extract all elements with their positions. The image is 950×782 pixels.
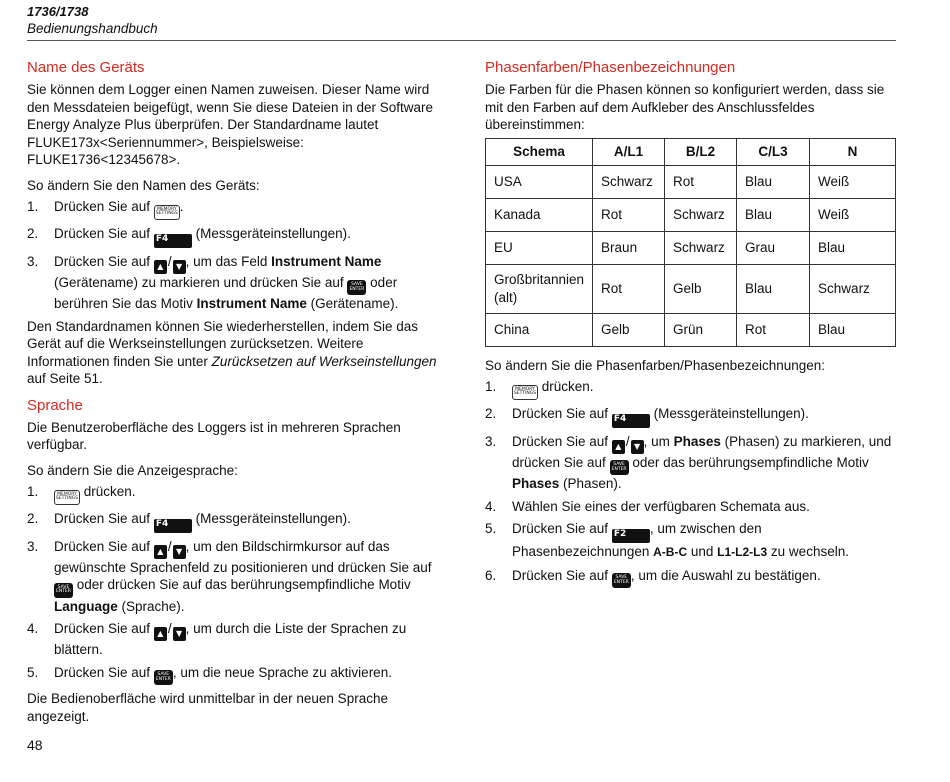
- reset-info: Den Standardnamen können Sie wiederherstellen, indem Sie das Gerät auf die Werkseinstellungen zurücksetzen. Weitere Informationen finden Sie unter Zurücksetzen auf Werkseinstellungen auf Seite 51.: [27, 318, 437, 386]
- list-item: 5. Drücken Sie auf F2 , um zwischen den Phasenbezeichnungen A-B-C und L1-L2-L3 zu wechseln.: [485, 521, 849, 559]
- list-item: 6. Drücken Sie auf SAVE ENTER , um die Auswahl zu bestätigen.: [485, 567, 897, 589]
- up-arrow-key-icon: ▲: [154, 627, 167, 641]
- section-title-language: Sprache: [27, 396, 83, 414]
- section-title-device-name: Name des Geräts: [27, 59, 145, 76]
- table-cell: USA: [486, 165, 593, 198]
- save-enter-key-icon: SAVE ENTER: [154, 670, 173, 685]
- up-arrow-key-icon: ▲: [612, 440, 625, 454]
- list-item: 1. MEMORY SETTINGS drücken.: [27, 483, 437, 505]
- down-arrow-key-icon: ▼: [173, 627, 186, 641]
- section-title-phase-colors: Phasenfarben/Phasenbezeichnungen: [485, 59, 736, 76]
- up-arrow-key-icon: ▲: [154, 545, 167, 559]
- save-enter-key-icon: SAVE ENTER: [610, 460, 629, 475]
- table-cell: Rot: [737, 313, 810, 346]
- save-enter-key-icon: SAVE ENTER: [347, 280, 366, 295]
- table-cell: Großbritannien (alt): [486, 264, 593, 313]
- table-cell: EU: [486, 231, 593, 264]
- language-steps: [27, 483, 437, 685]
- list-item: 2. Drücken Sie auf F4 (Messgeräteinstellungen).: [27, 225, 437, 248]
- list-item: 4. Wählen Sie eines der verfügbaren Schemata aus.: [485, 498, 810, 514]
- up-arrow-key-icon: ▲: [154, 260, 167, 274]
- left-column: [27, 58, 437, 733]
- device-name-howto: So ändern Sie den Namen des Geräts:: [27, 177, 260, 193]
- phase-howto: So ändern Sie die Phasenfarben/Phasenbezeichnungen:: [485, 357, 826, 373]
- device-name-steps: [27, 198, 437, 313]
- manual-subtitle: Bedienungshandbuch: [27, 21, 158, 36]
- table-cell: Kanada: [486, 198, 593, 231]
- column-header: A/L1: [593, 138, 665, 165]
- table-cell: Schwarz: [593, 165, 665, 198]
- column-header: Schema: [486, 138, 593, 165]
- phase-color-table: [485, 138, 896, 347]
- down-arrow-key-icon: ▼: [173, 545, 186, 559]
- table-cell: Gelb: [665, 264, 737, 313]
- page-header: [27, 3, 158, 37]
- table-cell: Blau: [737, 165, 810, 198]
- language-intro: Die Benutzeroberfläche des Loggers ist in mehreren Sprachen verfügbar.: [27, 419, 401, 452]
- memory-settings-key-icon: MEMORY SETTINGS: [512, 385, 538, 400]
- list-item: 3. Drücken Sie auf ▲ / ▼ , um Phases (Phasen) zu markieren, und drücken Sie auf SAVE ENTER oder das berührungsempfindliche Motiv Phases (Phasen).: [485, 433, 892, 491]
- list-item: 2. Drücken Sie auf F4 (Messgeräteinstellungen).: [485, 405, 897, 428]
- table-cell: Rot: [593, 198, 665, 231]
- table-header-row: [486, 138, 896, 165]
- memory-settings-key-icon: MEMORY SETTINGS: [54, 490, 80, 505]
- table-row: [486, 198, 896, 231]
- list-item: 1. MEMORY SETTINGS drücken.: [485, 378, 897, 400]
- list-item: 2. Drücken Sie auf F4 (Messgeräteinstellungen).: [27, 510, 437, 533]
- table-cell: Blau: [810, 313, 896, 346]
- table-cell: Blau: [810, 231, 896, 264]
- table-cell: China: [486, 313, 593, 346]
- table-row: [486, 165, 896, 198]
- table-row: [486, 264, 896, 313]
- phase-steps: [485, 378, 897, 588]
- table-cell: Weiß: [810, 198, 896, 231]
- header-rule: [27, 40, 896, 41]
- save-enter-key-icon: SAVE ENTER: [612, 573, 631, 588]
- f4-key-icon: F4: [154, 234, 192, 248]
- f2-key-icon: F2: [612, 529, 650, 543]
- save-enter-key-icon: SAVE ENTER: [54, 583, 73, 598]
- list-item: 1. Drücken Sie auf MEMORY SETTINGS .: [27, 198, 437, 220]
- list-item: 3. Drücken Sie auf ▲ / ▼ , um den Bildschirmkursor auf das gewünschte Sprachenfeld zu positionieren und drücken Sie auf SAVE ENTER oder drücken Sie auf das berührungsempfindliche Motiv Language (Sprache).: [27, 538, 432, 614]
- table-cell: Schwarz: [810, 264, 896, 313]
- down-arrow-key-icon: ▼: [173, 260, 186, 274]
- column-header: C/L3: [737, 138, 810, 165]
- table-cell: Schwarz: [665, 198, 737, 231]
- memory-settings-key-icon: MEMORY SETTINGS: [154, 205, 180, 220]
- column-header: B/L2: [665, 138, 737, 165]
- list-item: 3. Drücken Sie auf ▲ / ▼ , um das Feld Instrument Name (Gerätename) zu markieren und drücken Sie auf SAVE ENTER oder berühren Sie das Motiv Instrument Name (Gerätename).: [27, 253, 399, 311]
- table-cell: Grau: [737, 231, 810, 264]
- table-cell: Weiß: [810, 165, 896, 198]
- table-cell: Rot: [665, 165, 737, 198]
- table-cell: Braun: [593, 231, 665, 264]
- phase-intro: Die Farben für die Phasen können so konfiguriert werden, dass sie mit den Farben auf dem Aufkleber des Anschlussfeldes übereinstimmen:: [485, 82, 885, 132]
- reset-link: Zurücksetzen auf Werkseinstellungen: [211, 353, 437, 369]
- table-cell: Gelb: [593, 313, 665, 346]
- list-item: 5. Drücken Sie auf SAVE ENTER , um die neue Sprache zu aktivieren.: [27, 664, 437, 686]
- list-item: 4. Drücken Sie auf ▲ / ▼ , um durch die Liste der Sprachen zu blättern.: [27, 621, 407, 657]
- table-cell: Schwarz: [665, 231, 737, 264]
- table-row: [486, 313, 896, 346]
- table-cell: Rot: [593, 264, 665, 313]
- table-cell: Blau: [737, 264, 810, 313]
- f4-key-icon: F4: [154, 519, 192, 533]
- down-arrow-key-icon: ▼: [631, 440, 644, 454]
- table-cell: Blau: [737, 198, 810, 231]
- language-outro: Die Bedienoberfläche wird unmittelbar in der neuen Sprache angezeigt.: [27, 691, 388, 724]
- page-number: 48: [27, 737, 43, 753]
- column-header: N: [810, 138, 896, 165]
- device-name-intro: Sie können dem Logger einen Namen zuweisen. Dieser Name wird den Messdateien beigefügt, wenn Sie diese Dateien in der Software Energy Analyze Plus überprüfen. Der Standardname lautet FLUKE173x<Seriennummer>, Beispielsweise: FLUKE1736<12345678>.: [27, 82, 434, 167]
- model-number: 1736/1738: [27, 4, 89, 19]
- table-row: [486, 231, 896, 264]
- language-howto: So ändern Sie die Anzeigesprache:: [27, 462, 238, 478]
- table-cell: Grün: [665, 313, 737, 346]
- right-column: [485, 58, 897, 593]
- f4-key-icon: F4: [612, 414, 650, 428]
